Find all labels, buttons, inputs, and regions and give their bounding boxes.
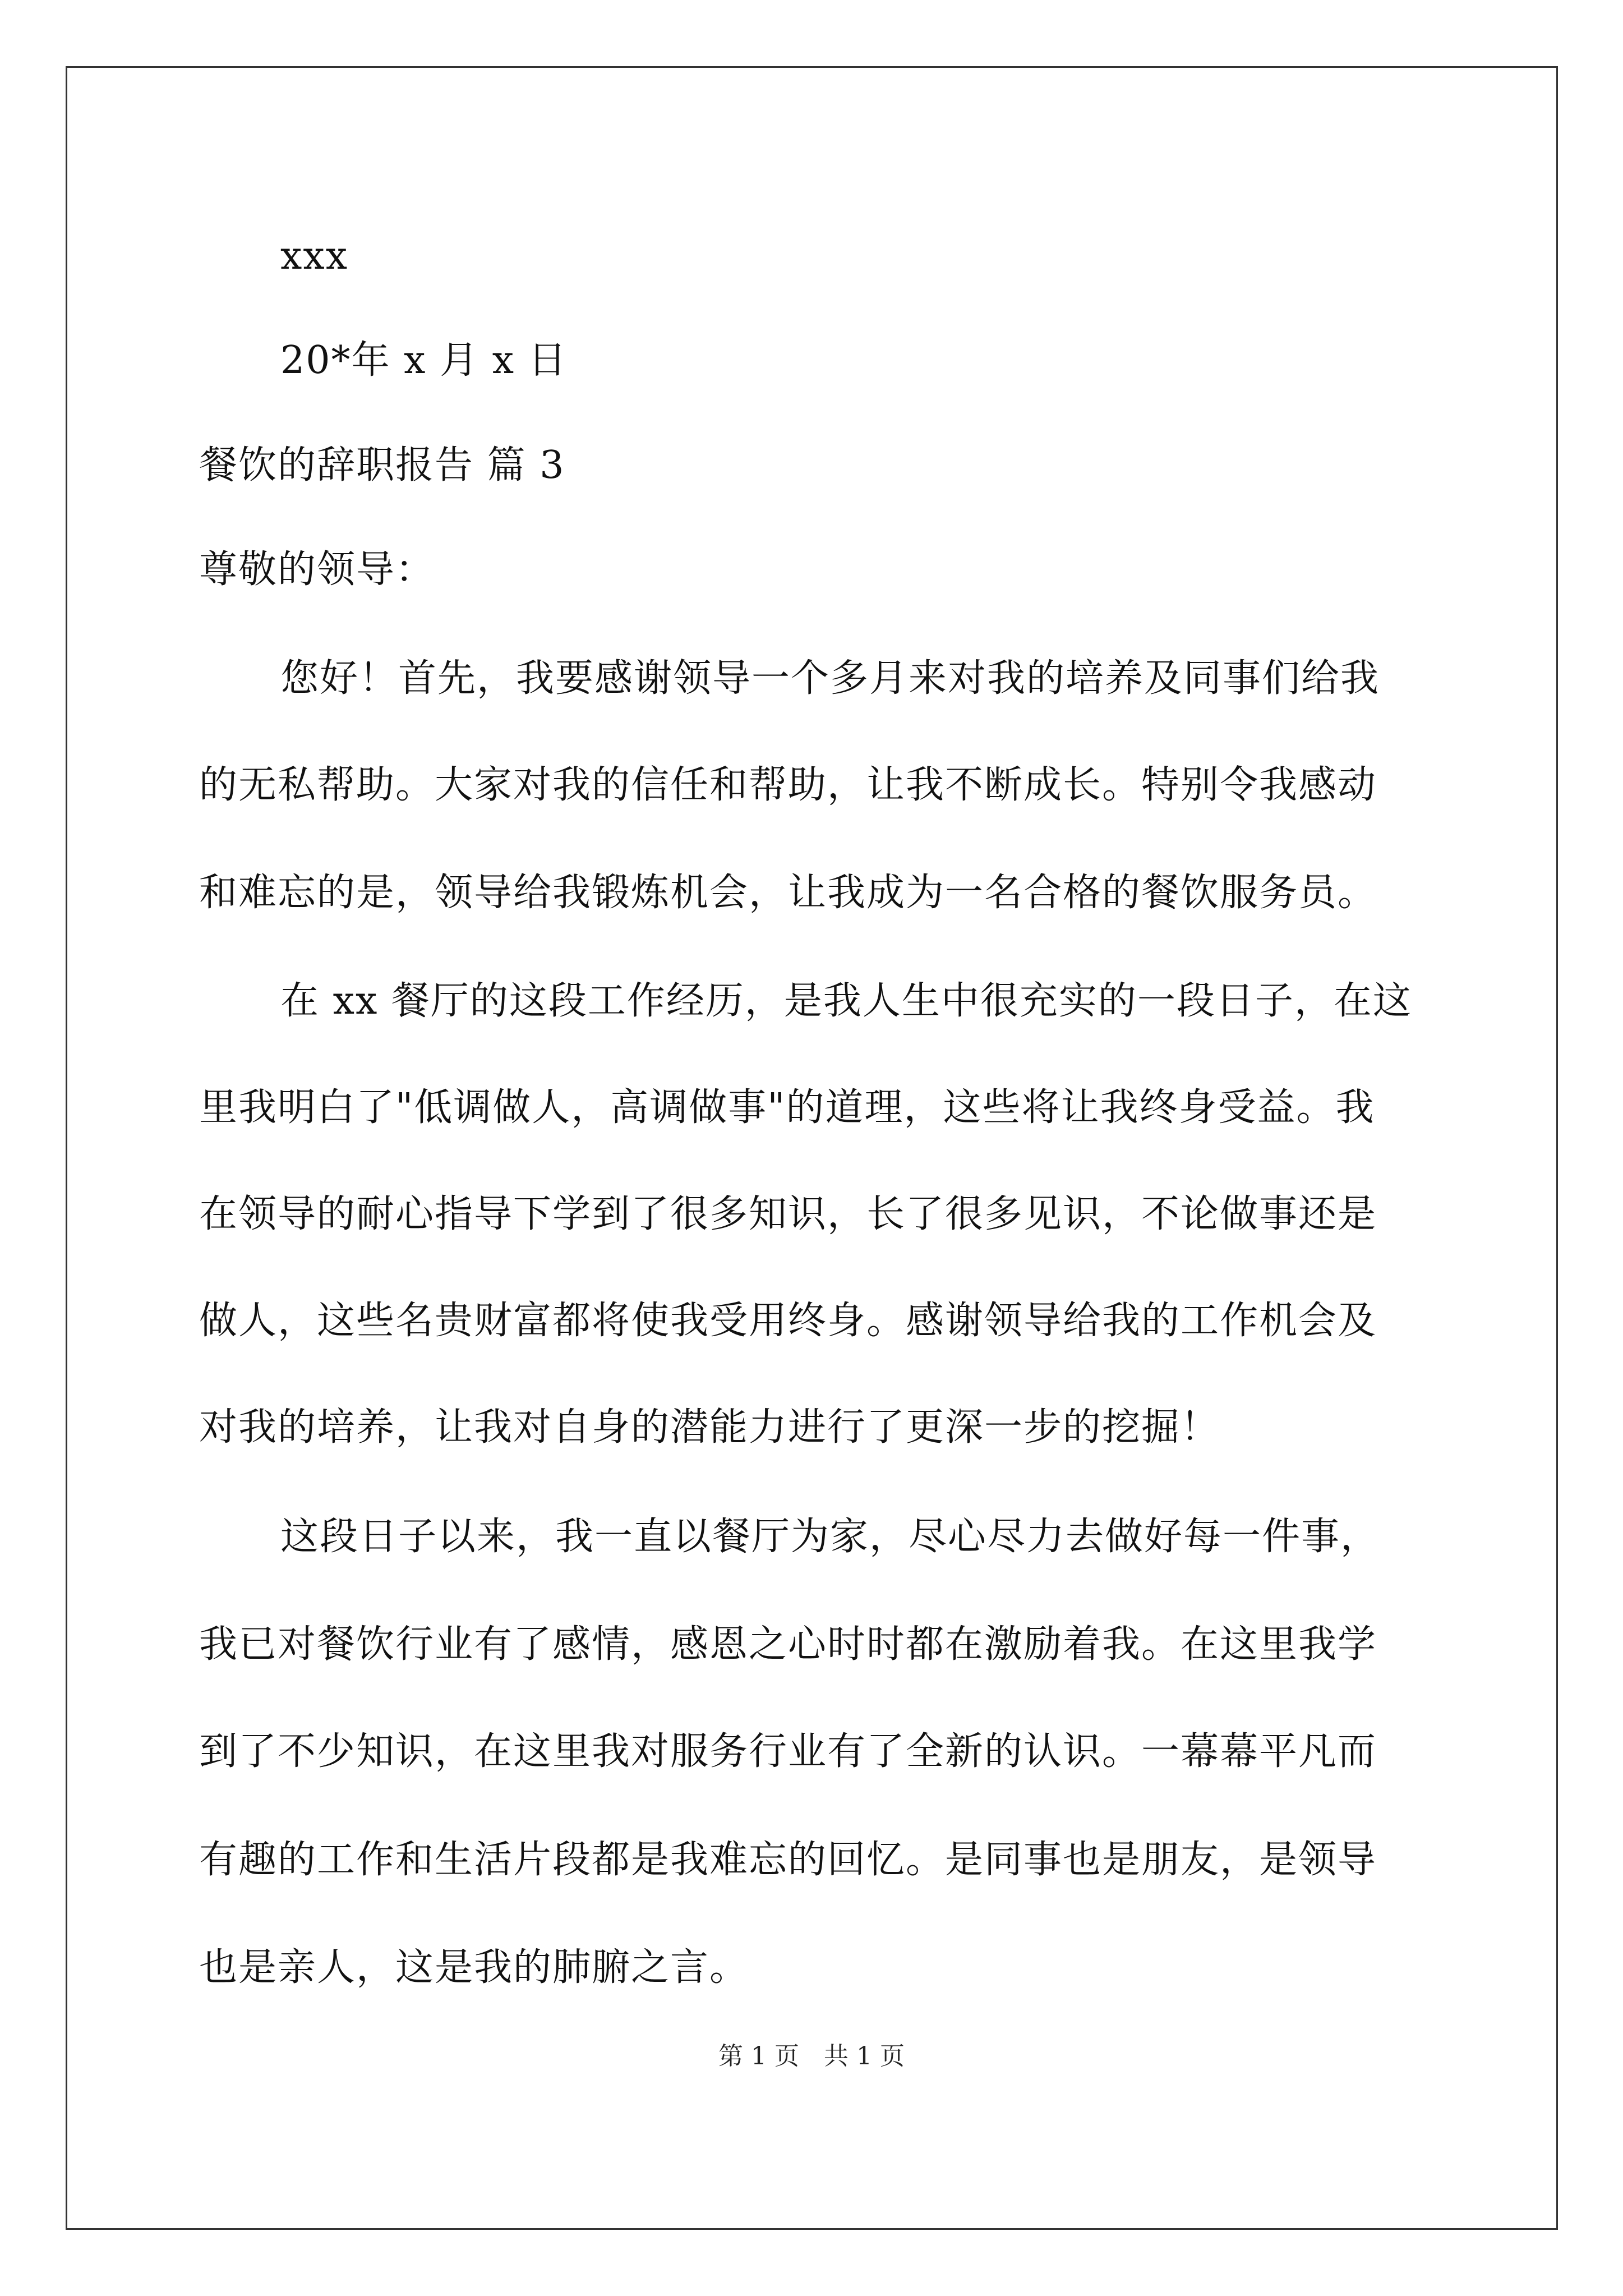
paragraph-line: 有趣的工作和生活片段都是我难忘的回忆。是同事也是朋友，是领导 xyxy=(199,1838,1377,1882)
date: 20*年 x 月 x 日 xyxy=(280,338,568,383)
paragraph-line: 这段日子以来，我一直以餐厅为家，尽心尽力去做好每一件事， xyxy=(280,1515,1380,1559)
paragraph-line: 和难忘的是，领导给我锻炼机会，让我成为一名合格的餐饮服务员。 xyxy=(199,871,1377,915)
paragraph-line: 做人，这些名贵财富都将使我受用终身。感谢领导给我的工作机会及 xyxy=(199,1299,1377,1343)
section-title: 餐饮的辞职报告 篇 3 xyxy=(199,443,565,487)
paragraph-line: 也是亲人，这是我的肺腑之言。 xyxy=(199,1945,749,1990)
paragraph-line: 您好！首先，我要感谢领导一个多月来对我的培养及同事们给我 xyxy=(280,656,1380,701)
paragraph-line: 在领导的耐心指导下学到了很多知识，长了很多见识，不论做事还是 xyxy=(199,1192,1377,1236)
paragraph-line: 在 xx 餐厅的这段工作经历，是我人生中很充实的一段日子，在这 xyxy=(280,979,1412,1023)
paragraph-line: 的无私帮助。大家对我的信任和帮助，让我不断成长。特别令我感动 xyxy=(199,763,1377,807)
page-footer: 第 1 页 共 1 页 xyxy=(718,2042,905,2070)
paragraph-line: 到了不少知识，在这里我对服务行业有了全新的认识。一幕幕平凡而 xyxy=(199,1729,1377,1774)
paragraph-line: 我已对餐饮行业有了感情，感恩之心时时都在激励着我。在这里我学 xyxy=(199,1622,1377,1667)
page-border xyxy=(66,66,1558,2230)
paragraph-line: 对我的培养，让我对自身的潜能力进行了更深一步的挖掘！ xyxy=(199,1405,1220,1450)
salutation: 尊敬的领导： xyxy=(199,547,435,592)
signature: xxx xyxy=(280,234,349,278)
paragraph-line: 里我明白了"低调做人，高调做事"的道理，这些将让我终身受益。我 xyxy=(199,1085,1375,1130)
